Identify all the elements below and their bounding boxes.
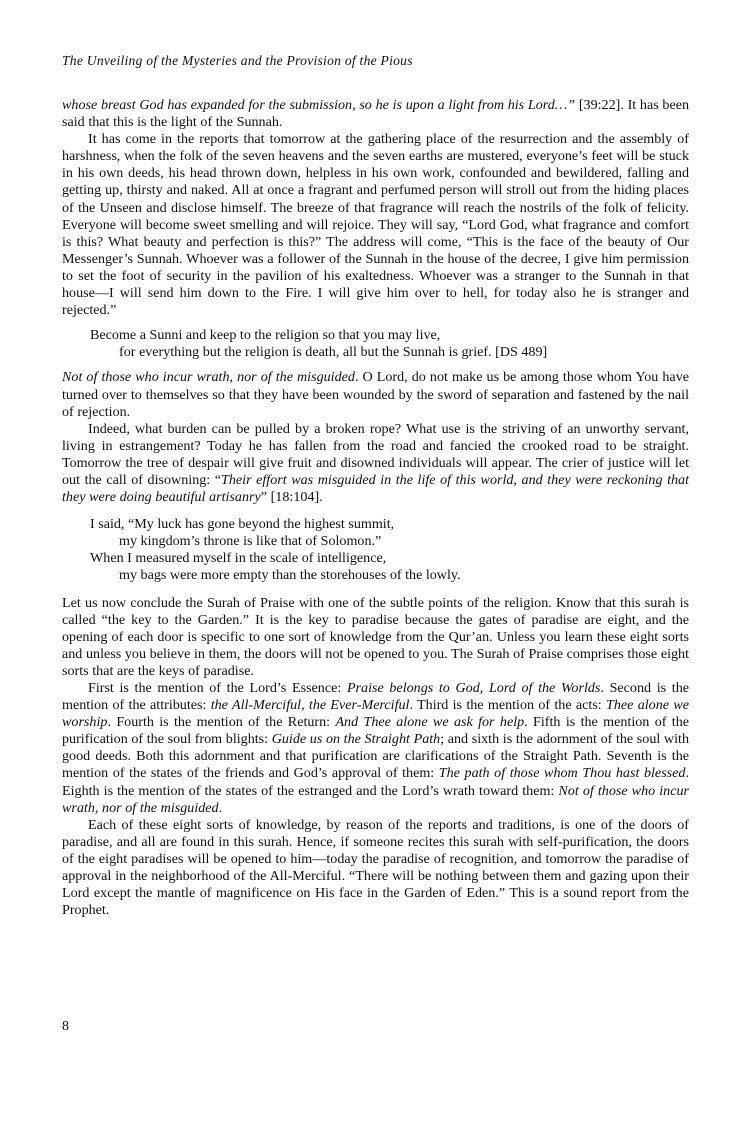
paragraph-key-to-garden: Let us now conclude the Surah of Praise with one of the subtle points of the religion. Know that this surah is called “the key to the Garden.” It is the key to paradise because the gates of paradise are eight, and the opening of each door is specific to one sort of knowledge from the Qur’an. Unless you learn these eight sorts and unless you believe in them, the doors will not be opened to you. The Surah of Praise comprises those eight sorts that are the keys of paradise. [62, 594, 689, 679]
eight-sorts-text: First is the mention of the Lord’s Essence: [88, 680, 347, 696]
eight-sorts-text: ; and sixth is the adornment of the soul with good deeds. Both this adornment and that purification are clarifications of the Straight Path. Seventh is the mention of the states of the friends and God’s approval of them: [62, 731, 689, 782]
quran-quote-guide-us: Guide us on the Straight Path [271, 731, 441, 748]
eight-sorts-text: . Fourth is the mention of the Return: [107, 714, 336, 731]
paragraph-continuation-text: [39:22]. It has been said that this is the light of the Sunnah. [62, 97, 689, 131]
paragraph-broken-rope [62, 421, 689, 506]
paragraph-eight-doors: Each of these eight sorts of knowledge, by reason of the reports and traditions, is one of the doors of paradise, and all are found in this surah. Hence, if someone recites this surah with self-purification, the doors of the eight paradises will be opened to him—today the paradise of recognition, and tomorrow the paradise of approval in the neighborhood of the All-Merciful. “There will be nothing between them and gazing upon their Lord except the mantle of magnificence on His face in the Garden of Eden.” This is a sound report from the Prophet. [62, 816, 689, 919]
eight-sorts-text: . Second is the mention of the attributes: [62, 680, 689, 714]
eight-sorts-text: . Fifth is the mention of the purification of the soul from blights: [62, 714, 690, 748]
page-text-column [62, 52, 689, 919]
paragraph-broken-rope-text: Indeed, what burden can be pulled by a broken rope? What use is the striving of an unworthy servant, living in estrangement? Today he has fallen from the road and fancied the crooked road to be straight. Tomorrow the tree of despair will give fruit and disowned individuals will appear. The crier of justice will let out the call of disowning: “ [62, 420, 689, 488]
running-head: The Unveiling of the Mysteries and the Provision of the Pious [62, 53, 413, 68]
verse-line: my kingdom’s throne is like that of Solomon.” [119, 533, 382, 550]
eight-sorts-text: . Eighth is the mention of the states of the estranged and the Lord’s wrath toward them: [62, 765, 689, 799]
quran-quote-wrath: Not of those who incur wrath, nor of the misguided [62, 369, 355, 386]
verse-line: Become a Sunni and keep to the religion so that you may live, [90, 327, 441, 344]
paragraph-reports: It has come in the reports that tomorrow at the gathering place of the resurrection and the assembly of harshness, when the folk of the seven heavens and the seven earths are mustered, everyone’s feet will be stuck in his own deeds, his head thrown down, helpless in his own work, confounded and bewildered, falling and getting up, thirsty and naked. All at once a fragrant and perfumed person will stroll out from the hiding places of the Unseen and disclose himself. The breeze of that fragrance will reach the nostrils of the folk of felicity. Everyone will become sweet smelling and will rejoice. They will say, “Lord God, what fragrance and comfort is this? What beauty and perfection is this?” The address will come, “This is the face of the beauty of Our Messenger’s Sunnah. Whoever was a follower of the Sunnah in the house of the decree, I give him permission to set the foot of security in the pavilion of his exaltedness. Whoever was a stranger to the Sunnah in that house—I will send him down to the Fire. I will give him over to hell, for today also he is stranger and rejected.” [62, 131, 689, 319]
quran-quote-praise-belongs: Praise belongs to God, Lord of the Worlds [346, 680, 601, 696]
spacer [62, 361, 689, 369]
quran-quote-path-of-blessed: The path of those whom Thou hast blessed [438, 765, 686, 782]
quran-quote-thee-alone-worship: Thee alone we worship [62, 697, 689, 731]
quran-quote-18-104: Their effort was misguided in the life of this world, and they were reckoning that they were doing beautiful artisanry [62, 471, 690, 506]
paragraph-supplication-text: . O Lord, do not make us be among those whom You have turned over to themselves so that they have been wounded by the sword of separation and fastened by the nail of rejection. [62, 369, 689, 420]
quran-quote-39-22: whose breast God has expanded for the submission, so he is upon a light from his Lord…” [62, 97, 576, 113]
quran-quote-all-merciful: the All-Merciful, the Ever-Merciful [210, 697, 410, 714]
eight-sorts-text: . [218, 799, 223, 816]
quran-quote-not-of-those: Not of those who incur wrath, nor of the misguided [62, 782, 689, 816]
quran-quote-ask-for-help: And Thee alone we ask for help [335, 714, 525, 731]
quran-citation-18-104: ” [18:104]. [260, 489, 323, 506]
paragraph-eight-sorts [62, 680, 689, 817]
spacer [62, 319, 689, 327]
verse-line: I said, “My luck has gone beyond the highest summit, [90, 516, 395, 533]
page-number: 8 [62, 1019, 69, 1034]
verse-line: When I measured myself in the scale of intelligence, [90, 550, 387, 567]
paragraph-continuation [62, 97, 689, 131]
verse-line: my bags were more empty than the storehouses of the lowly. [119, 567, 461, 584]
paragraph-supplication [62, 369, 689, 420]
spacer [62, 506, 689, 516]
verse-block-luck [62, 516, 689, 584]
spacer [62, 585, 689, 595]
verse-block-sunni [62, 327, 689, 361]
eight-sorts-text: . Third is the mention of the acts: [409, 697, 607, 714]
verse-line: for everything but the religion is death, all but the Sunnah is grief. [DS 489] [119, 344, 548, 361]
